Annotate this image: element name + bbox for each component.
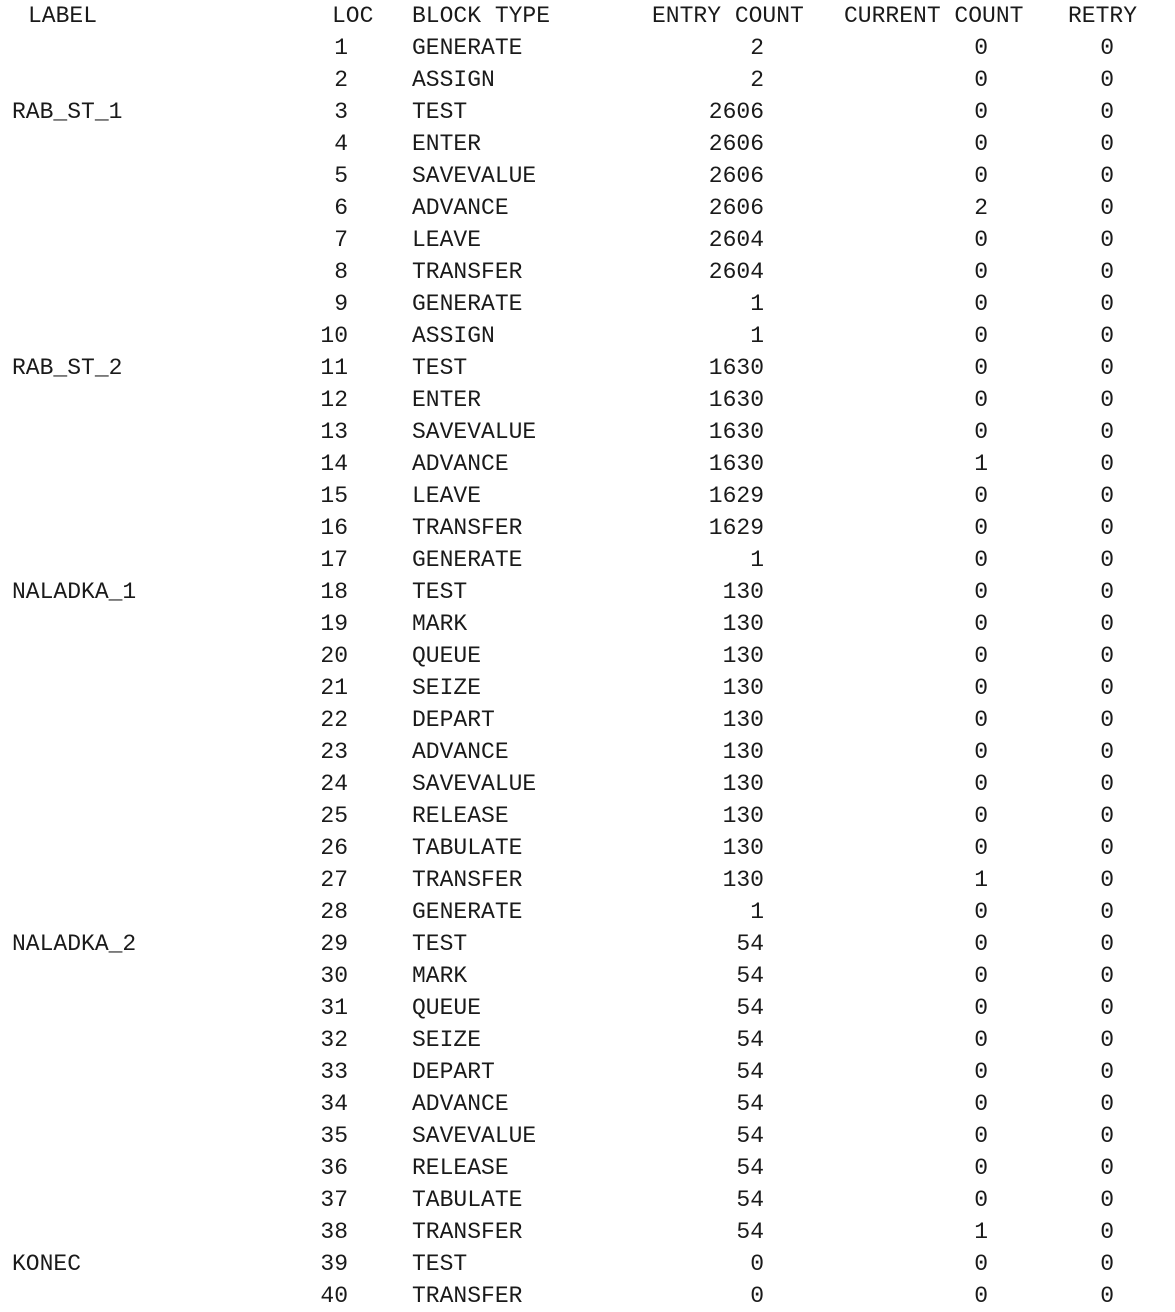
row-current-count: 0 (974, 931, 988, 957)
row-loc: 22 (320, 707, 348, 733)
row-block-type: TEST (412, 931, 468, 957)
row-loc: 39 (320, 1251, 348, 1277)
row-current-count: 0 (974, 995, 988, 1021)
row-entry-count: 2606 (708, 131, 764, 157)
row-block-type: TABULATE (412, 835, 523, 861)
row-entry-count: 130 (722, 707, 764, 733)
row-block-type: TRANSFER (412, 515, 523, 541)
row-retry: 0 (1100, 419, 1114, 445)
row-block-type: TRANSFER (412, 1283, 523, 1309)
row-block-type: ADVANCE (412, 1091, 509, 1117)
row-entry-count: 1 (750, 291, 764, 317)
row-retry: 0 (1100, 1187, 1114, 1213)
header-row (0, 0, 1175, 32)
table-row (0, 1088, 1175, 1120)
table-row (0, 640, 1175, 672)
row-current-count: 0 (974, 1187, 988, 1213)
row-block-type: RELEASE (412, 1155, 509, 1181)
row-current-count: 0 (974, 419, 988, 445)
row-current-count: 0 (974, 899, 988, 925)
row-entry-count: 130 (722, 643, 764, 669)
row-block-type: LEAVE (412, 227, 482, 253)
row-entry-count: 130 (722, 771, 764, 797)
row-label: RAB_ST_2 (12, 355, 123, 381)
row-retry: 0 (1100, 1219, 1114, 1245)
table-row (0, 288, 1175, 320)
row-entry-count: 2604 (708, 227, 764, 253)
row-loc: 1 (334, 35, 348, 61)
row-block-type: LEAVE (412, 483, 482, 509)
row-loc: 30 (320, 963, 348, 989)
row-retry: 0 (1100, 707, 1114, 733)
row-loc: 33 (320, 1059, 348, 1085)
row-current-count: 1 (974, 451, 988, 477)
row-current-count: 1 (974, 867, 988, 893)
table-row (0, 224, 1175, 256)
table-row (0, 928, 1175, 960)
row-entry-count: 2606 (708, 163, 764, 189)
row-loc: 4 (334, 131, 348, 157)
row-current-count: 0 (974, 803, 988, 829)
row-entry-count: 1630 (708, 355, 764, 381)
row-retry: 0 (1100, 227, 1114, 253)
row-retry: 0 (1100, 963, 1114, 989)
row-block-type: TEST (412, 355, 468, 381)
row-retry: 0 (1100, 163, 1114, 189)
row-retry: 0 (1100, 675, 1114, 701)
row-block-type: GENERATE (412, 899, 523, 925)
row-block-type: GENERATE (412, 547, 523, 573)
row-loc: 37 (320, 1187, 348, 1213)
row-entry-count: 130 (722, 611, 764, 637)
row-current-count: 0 (974, 35, 988, 61)
row-loc: 20 (320, 643, 348, 669)
row-current-count: 0 (974, 291, 988, 317)
row-block-type: QUEUE (412, 995, 482, 1021)
table-row (0, 896, 1175, 928)
row-loc: 15 (320, 483, 348, 509)
row-block-type: TRANSFER (412, 867, 523, 893)
row-retry: 0 (1100, 995, 1114, 1021)
row-loc: 5 (334, 163, 348, 189)
row-loc: 29 (320, 931, 348, 957)
row-retry: 0 (1100, 67, 1114, 93)
row-loc: 10 (320, 323, 348, 349)
row-retry: 0 (1100, 1027, 1114, 1053)
row-loc: 27 (320, 867, 348, 893)
row-retry: 0 (1100, 387, 1114, 413)
row-current-count: 0 (974, 227, 988, 253)
row-current-count: 0 (974, 1091, 988, 1117)
table-row (0, 512, 1175, 544)
row-entry-count: 2604 (708, 259, 764, 285)
row-entry-count: 1 (750, 899, 764, 925)
row-retry: 0 (1100, 1283, 1114, 1309)
table-row (0, 768, 1175, 800)
row-loc: 14 (320, 451, 348, 477)
row-current-count: 0 (974, 675, 988, 701)
table-row (0, 672, 1175, 704)
row-current-count: 0 (974, 547, 988, 573)
row-current-count: 0 (974, 835, 988, 861)
row-loc: 7 (334, 227, 348, 253)
row-block-type: ASSIGN (412, 67, 495, 93)
table-row (0, 32, 1175, 64)
row-block-type: TEST (412, 579, 468, 605)
table-row (0, 384, 1175, 416)
row-retry: 0 (1100, 1155, 1114, 1181)
row-entry-count: 2 (750, 35, 764, 61)
table-row (0, 800, 1175, 832)
row-current-count: 2 (974, 195, 988, 221)
row-label: RAB_ST_1 (12, 99, 123, 125)
row-entry-count: 0 (750, 1283, 764, 1309)
row-block-type: TEST (412, 99, 468, 125)
row-block-type: SAVEVALUE (412, 163, 537, 189)
block-rows (0, 32, 1175, 1312)
row-retry: 0 (1100, 1091, 1114, 1117)
row-retry: 0 (1100, 35, 1114, 61)
row-current-count: 0 (974, 771, 988, 797)
row-block-type: ENTER (412, 387, 482, 413)
row-entry-count: 54 (736, 1187, 764, 1213)
row-retry: 0 (1100, 259, 1114, 285)
row-entry-count: 130 (722, 739, 764, 765)
table-row (0, 576, 1175, 608)
row-retry: 0 (1100, 291, 1114, 317)
row-loc: 6 (334, 195, 348, 221)
row-label: KONEC (12, 1251, 82, 1277)
table-row (0, 480, 1175, 512)
table-row (0, 160, 1175, 192)
row-loc: 40 (320, 1283, 348, 1309)
row-current-count: 0 (974, 515, 988, 541)
row-retry: 0 (1100, 1251, 1114, 1277)
row-block-type: TRANSFER (412, 1219, 523, 1245)
row-entry-count: 2606 (708, 195, 764, 221)
row-current-count: 0 (974, 1283, 988, 1309)
row-retry: 0 (1100, 899, 1114, 925)
row-entry-count: 130 (722, 803, 764, 829)
table-row (0, 192, 1175, 224)
row-retry: 0 (1100, 771, 1114, 797)
header-entry-count: ENTRY COUNT (652, 3, 804, 29)
row-current-count: 0 (974, 387, 988, 413)
row-entry-count: 1630 (708, 419, 764, 445)
row-loc: 28 (320, 899, 348, 925)
row-current-count: 0 (974, 323, 988, 349)
row-current-count: 0 (974, 707, 988, 733)
row-block-type: SAVEVALUE (412, 771, 537, 797)
table-row (0, 864, 1175, 896)
row-entry-count: 1 (750, 547, 764, 573)
row-loc: 2 (334, 67, 348, 93)
row-current-count: 0 (974, 611, 988, 637)
row-entry-count: 54 (736, 963, 764, 989)
table-row (0, 128, 1175, 160)
row-current-count: 0 (974, 163, 988, 189)
row-block-type: MARK (412, 611, 468, 637)
row-retry: 0 (1100, 515, 1114, 541)
row-entry-count: 130 (722, 579, 764, 605)
row-loc: 21 (320, 675, 348, 701)
table-row (0, 1056, 1175, 1088)
row-loc: 38 (320, 1219, 348, 1245)
row-block-type: TABULATE (412, 1187, 523, 1213)
table-row (0, 608, 1175, 640)
row-block-type: SAVEVALUE (412, 419, 537, 445)
row-current-count: 0 (974, 259, 988, 285)
row-loc: 36 (320, 1155, 348, 1181)
row-entry-count: 130 (722, 835, 764, 861)
row-retry: 0 (1100, 451, 1114, 477)
row-current-count: 0 (974, 483, 988, 509)
row-retry: 0 (1100, 483, 1114, 509)
row-current-count: 0 (974, 1123, 988, 1149)
row-retry: 0 (1100, 579, 1114, 605)
row-block-type: ASSIGN (412, 323, 495, 349)
row-entry-count: 54 (736, 1027, 764, 1053)
row-block-type: QUEUE (412, 643, 482, 669)
row-retry: 0 (1100, 803, 1114, 829)
row-block-type: DEPART (412, 1059, 495, 1085)
row-entry-count: 54 (736, 1059, 764, 1085)
row-block-type: GENERATE (412, 291, 523, 317)
row-entry-count: 1630 (708, 451, 764, 477)
header-retry: RETRY (1068, 3, 1138, 29)
row-loc: 18 (320, 579, 348, 605)
table-row (0, 416, 1175, 448)
row-loc: 35 (320, 1123, 348, 1149)
row-loc: 8 (334, 259, 348, 285)
row-loc: 3 (334, 99, 348, 125)
row-loc: 19 (320, 611, 348, 637)
row-loc: 11 (320, 355, 348, 381)
row-block-type: SEIZE (412, 1027, 482, 1053)
row-block-type: ADVANCE (412, 195, 509, 221)
table-row (0, 352, 1175, 384)
table-row (0, 832, 1175, 864)
table-row (0, 1184, 1175, 1216)
table-row (0, 96, 1175, 128)
row-loc: 9 (334, 291, 348, 317)
row-entry-count: 0 (750, 1251, 764, 1277)
table-row (0, 736, 1175, 768)
table-row (0, 1024, 1175, 1056)
row-block-type: ADVANCE (412, 451, 509, 477)
row-retry: 0 (1100, 99, 1114, 125)
row-loc: 16 (320, 515, 348, 541)
row-block-type: TEST (412, 1251, 468, 1277)
row-current-count: 1 (974, 1219, 988, 1245)
row-retry: 0 (1100, 195, 1114, 221)
row-entry-count: 130 (722, 867, 764, 893)
row-retry: 0 (1100, 355, 1114, 381)
row-retry: 0 (1100, 323, 1114, 349)
row-block-type: ADVANCE (412, 739, 509, 765)
header-label: LABEL (28, 3, 98, 29)
row-block-type: GENERATE (412, 35, 523, 61)
row-current-count: 0 (974, 1251, 988, 1277)
row-block-type: MARK (412, 963, 468, 989)
table-row (0, 544, 1175, 576)
table-row (0, 704, 1175, 736)
row-retry: 0 (1100, 547, 1114, 573)
row-loc: 23 (320, 739, 348, 765)
row-entry-count: 54 (736, 1155, 764, 1181)
row-current-count: 0 (974, 579, 988, 605)
row-current-count: 0 (974, 963, 988, 989)
row-loc: 31 (320, 995, 348, 1021)
row-entry-count: 1630 (708, 387, 764, 413)
row-retry: 0 (1100, 931, 1114, 957)
row-loc: 12 (320, 387, 348, 413)
row-loc: 26 (320, 835, 348, 861)
row-loc: 32 (320, 1027, 348, 1053)
table-row (0, 1120, 1175, 1152)
row-loc: 25 (320, 803, 348, 829)
row-retry: 0 (1100, 739, 1114, 765)
row-current-count: 0 (974, 67, 988, 93)
row-current-count: 0 (974, 1027, 988, 1053)
row-entry-count: 54 (736, 1123, 764, 1149)
row-retry: 0 (1100, 835, 1114, 861)
row-label: NALADKA_1 (12, 579, 137, 605)
row-block-type: ENTER (412, 131, 482, 157)
table-row (0, 256, 1175, 288)
table-row (0, 1280, 1175, 1312)
row-current-count: 0 (974, 1155, 988, 1181)
row-retry: 0 (1100, 867, 1114, 893)
row-entry-count: 2606 (708, 99, 764, 125)
header-current-count: CURRENT COUNT (844, 3, 1024, 29)
row-label: NALADKA_2 (12, 931, 137, 957)
row-current-count: 0 (974, 99, 988, 125)
table-row (0, 1152, 1175, 1184)
row-retry: 0 (1100, 611, 1114, 637)
row-current-count: 0 (974, 1059, 988, 1085)
table-row (0, 1248, 1175, 1280)
header-block-type: BLOCK TYPE (412, 3, 551, 29)
header-loc: LOC (332, 3, 374, 29)
row-block-type: SAVEVALUE (412, 1123, 537, 1149)
row-retry: 0 (1100, 643, 1114, 669)
row-entry-count: 54 (736, 931, 764, 957)
row-current-count: 0 (974, 643, 988, 669)
row-entry-count: 1629 (708, 515, 764, 541)
table-row (0, 64, 1175, 96)
table-row (0, 992, 1175, 1024)
row-loc: 13 (320, 419, 348, 445)
row-entry-count: 54 (736, 995, 764, 1021)
row-current-count: 0 (974, 355, 988, 381)
row-loc: 24 (320, 771, 348, 797)
row-entry-count: 54 (736, 1219, 764, 1245)
row-entry-count: 130 (722, 675, 764, 701)
row-loc: 17 (320, 547, 348, 573)
row-loc: 34 (320, 1091, 348, 1117)
row-current-count: 0 (974, 739, 988, 765)
table-row (0, 960, 1175, 992)
row-current-count: 0 (974, 131, 988, 157)
table-row (0, 1216, 1175, 1248)
row-entry-count: 54 (736, 1091, 764, 1117)
row-entry-count: 1629 (708, 483, 764, 509)
row-block-type: TRANSFER (412, 259, 523, 285)
row-block-type: RELEASE (412, 803, 509, 829)
row-entry-count: 2 (750, 67, 764, 93)
row-retry: 0 (1100, 1123, 1114, 1149)
table-row (0, 320, 1175, 352)
row-block-type: SEIZE (412, 675, 482, 701)
row-block-type: DEPART (412, 707, 495, 733)
row-retry: 0 (1100, 1059, 1114, 1085)
row-retry: 0 (1100, 131, 1114, 157)
row-entry-count: 1 (750, 323, 764, 349)
table-row (0, 448, 1175, 480)
